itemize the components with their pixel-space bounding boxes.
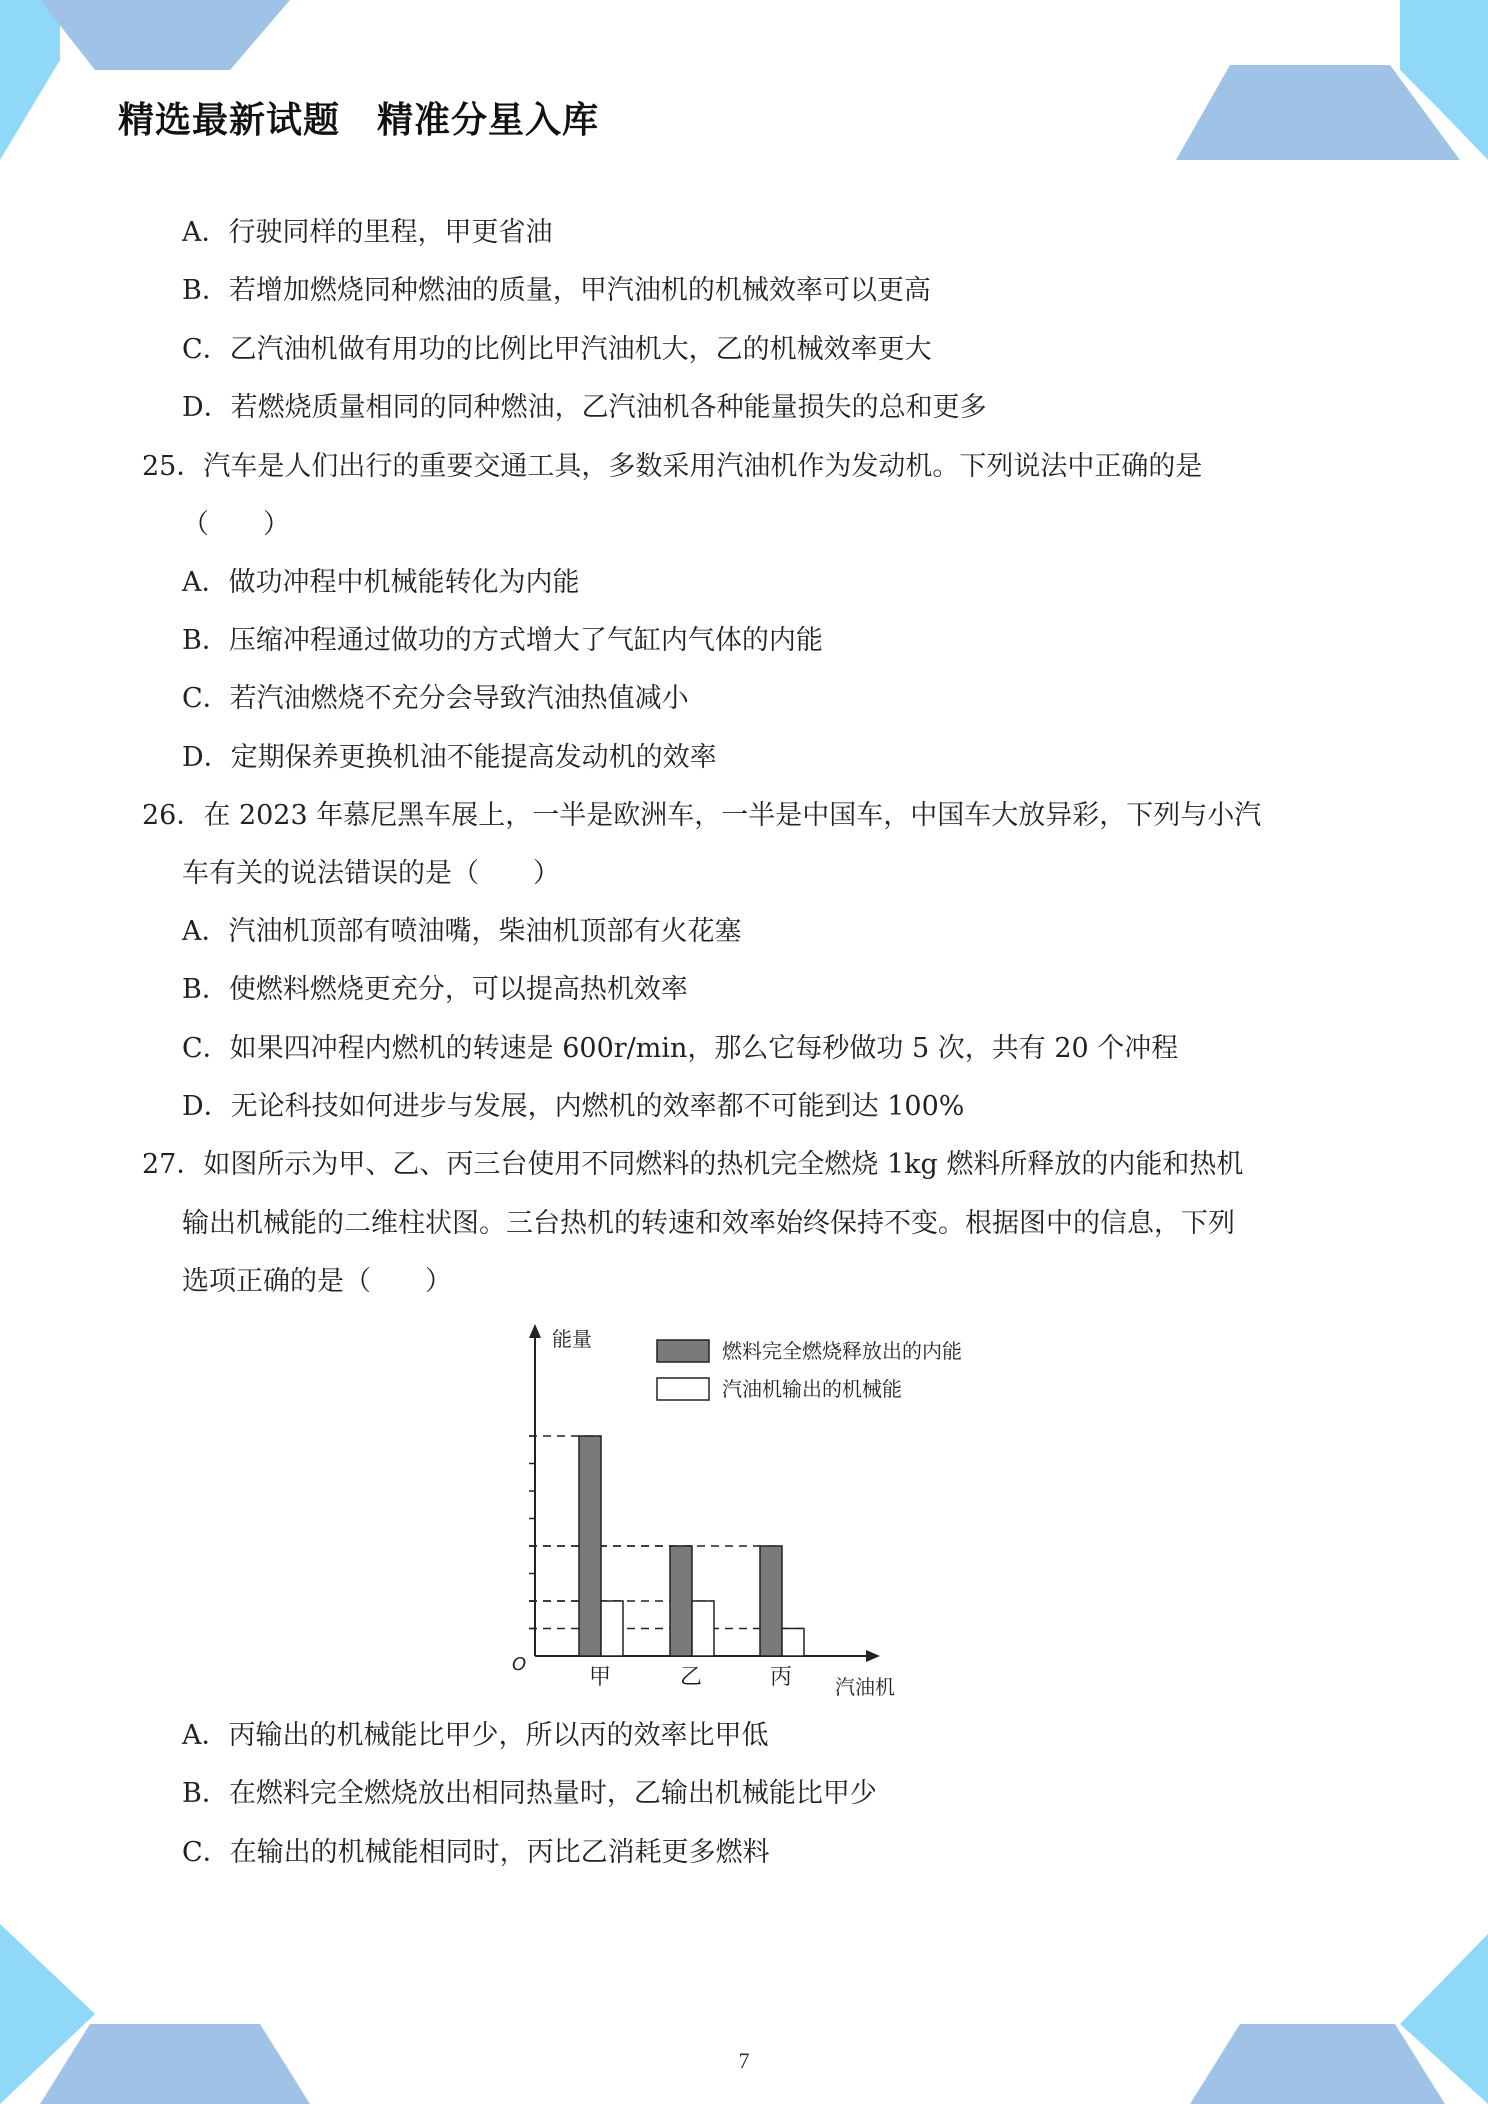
text-line: A．丙输出的机械能比甲少，所以丙的效率比甲低 [182, 1720, 769, 1751]
text-line: （ ） [182, 509, 290, 540]
header-title: 精选最新试题 精准分星入库 [118, 100, 600, 141]
text-line: A．行驶同样的里程，甲更省油 [182, 217, 553, 248]
bar-mechanical-energy [692, 1601, 714, 1656]
x-axis-arrow [866, 1650, 880, 1662]
question-26: 26．在 2023 年慕尼黑车展上，一半是欧洲车，一半是中国车，中国车大放异彩，下列与小汽 [142, 800, 1262, 831]
text-line: C．若汽油燃烧不充分会导致汽油热值减小 [182, 683, 689, 714]
bar-internal-energy [760, 1546, 782, 1656]
text-line: C．如果四冲程内燃机的转速是 600r/min，那么它每秒做功 5 次，共有 20 个冲程 [182, 1033, 1179, 1064]
y-axis-label: 能量 [552, 1327, 592, 1351]
text-line: C．在输出的机械能相同时，丙比乙消耗更多燃料 [182, 1837, 770, 1868]
text-line: 选项正确的是（ ） [182, 1266, 452, 1297]
text-line: B．压缩冲程通过做功的方式增大了气缸内气体的内能 [182, 625, 823, 656]
x-tick-label: 甲 [588, 1665, 612, 1690]
text-line: B．若增加燃烧同种燃油的质量，甲汽油机的机械效率可以更高 [182, 275, 931, 306]
x-axis-label: 汽油机 [835, 1675, 895, 1699]
text-line: 输出机械能的二维柱状图。三台热机的转速和效率始终保持不变。根据图中的信息，下列 [182, 1208, 1235, 1239]
origin-label: O [512, 1654, 527, 1675]
x-tick-label: 丙 [769, 1665, 793, 1690]
legend-swatch-mechanical-energy [657, 1378, 709, 1400]
legend-label-mechanical-energy: 汽油机输出的机械能 [722, 1377, 902, 1401]
question-25: 25．汽车是人们出行的重要交通工具，多数采用汽油机作为发动机。下列说法中正确的是 [142, 451, 1203, 482]
text-line: 车有关的说法错误的是（ ） [182, 858, 560, 889]
question-27: 27．如图所示为甲、乙、丙三台使用不同燃料的热机完全燃烧 1kg 燃料所释放的内能和热机 [142, 1149, 1244, 1180]
text-line: C．乙汽油机做有用功的比例比甲汽油机大，乙的机械效率更大 [182, 334, 932, 365]
bar-internal-energy [670, 1546, 692, 1656]
energy-bar-chart [500, 1318, 962, 1699]
footer-decoration [0, 1924, 1488, 2104]
bar-mechanical-energy [782, 1629, 804, 1657]
header-decoration [0, 0, 1488, 170]
y-axis-arrow [529, 1324, 541, 1338]
text-line: D．定期保养更换机油不能提高发动机的效率 [182, 742, 717, 773]
bar-mechanical-energy [601, 1601, 623, 1656]
text-line: A．做功冲程中机械能转化为内能 [182, 567, 580, 598]
legend-swatch-internal-energy [657, 1340, 709, 1362]
x-tick-label: 乙 [679, 1665, 703, 1690]
text-line: A．汽油机顶部有喷油嘴，柴油机顶部有火花塞 [182, 916, 742, 947]
bar-internal-energy [579, 1436, 601, 1656]
text-line: B．使燃料燃烧更充分，可以提高热机效率 [182, 974, 688, 1005]
page-number: 7 [738, 2048, 750, 2073]
text-line: B．在燃料完全燃烧放出相同热量时，乙输出机械能比甲少 [182, 1778, 877, 1809]
text-line: D．若燃烧质量相同的同种燃油，乙汽油机各种能量损失的总和更多 [182, 392, 987, 423]
text-line: D．无论科技如何进步与发展，内燃机的效率都不可能到达 100% [182, 1091, 965, 1122]
legend-label-internal-energy: 燃料完全燃烧释放出的内能 [722, 1339, 962, 1363]
